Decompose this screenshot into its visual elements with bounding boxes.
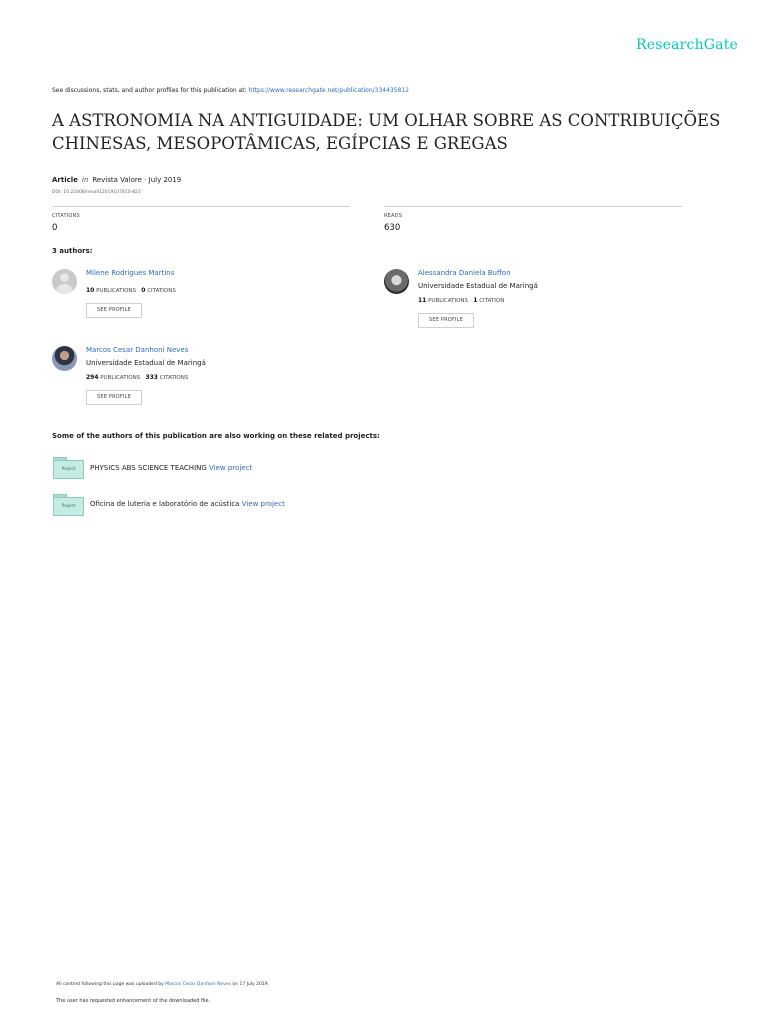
researchgate-logo[interactable]: ResearchGate — [636, 37, 739, 53]
citations-label: CITATIONS — [147, 288, 176, 294]
reads-value: 630 — [384, 223, 401, 233]
publications-label: PUBLICATIONS — [100, 375, 141, 381]
in-label: in — [81, 176, 89, 184]
reads-label: READS — [384, 213, 403, 219]
citations-count: 333 — [145, 374, 158, 381]
project-folder-icon[interactable] — [53, 457, 83, 477]
citations-count: 1 — [473, 297, 478, 304]
folder-label: Project — [61, 466, 76, 471]
author-name-link[interactable]: Alessandra Daniela Buffon — [418, 269, 511, 277]
project-folder-icon[interactable] — [53, 494, 83, 514]
publication-doi: DOI: 10.22408/reva412019107810-823 — [52, 190, 141, 195]
publication-venue: Revista Valore · July 2019 — [92, 176, 182, 184]
folder-label: Project — [61, 503, 76, 508]
publication-title: A ASTRONOMIA NA ANTIGUIDADE: UM OLHAR SOBRE AS CONTRIBUIÇÕES CHINESAS, MESOPOTÂMICAS, EGÍPCIAS E GREGAS — [52, 111, 721, 153]
author-institution: Universidade Estadual de Maringá — [418, 282, 538, 290]
view-project-link[interactable]: View project — [209, 464, 253, 472]
author-avatar[interactable] — [52, 346, 77, 371]
author-name-link[interactable]: Marcos Cesar Danhoni Neves — [86, 346, 189, 354]
citations-label: CITATION — [479, 298, 505, 304]
authors-heading: 3 authors: — [52, 247, 93, 255]
enhancement-note: The user has requested enhancement of the downloaded file. — [56, 998, 211, 1004]
related-projects-heading: Some of the authors of this publication are also working on these related projects: — [52, 432, 380, 440]
discussion-line — [52, 87, 409, 94]
publication-link[interactable]: https://www.researchgate.net/publication/334435812 — [248, 87, 409, 94]
see-profile-button[interactable]: SEE PROFILE — [86, 390, 142, 405]
citations-value: 0 — [52, 223, 58, 233]
view-project-link[interactable]: View project — [241, 500, 285, 508]
author-name-link[interactable]: Milene Rodrigues Martins — [86, 269, 175, 277]
author-avatar[interactable] — [52, 269, 77, 294]
publications-label: PUBLICATIONS — [428, 298, 469, 304]
author-stats — [418, 297, 504, 304]
upload-suffix: on 17 July 2019. — [231, 982, 270, 987]
upload-note — [56, 982, 269, 987]
author-institution: Universidade Estadual de Maringá — [86, 359, 206, 367]
see-profile-button[interactable]: SEE PROFILE — [86, 303, 142, 318]
upload-prefix: All content following this page was uploaded by — [56, 982, 166, 987]
publications-count: 11 — [418, 297, 427, 304]
discussion-text: See discussions, stats, and author profiles for this publication at: — [52, 87, 249, 94]
publication-meta — [52, 176, 181, 184]
author-avatar[interactable] — [384, 269, 409, 294]
publications-count: 294 — [86, 374, 99, 381]
project-item — [90, 500, 285, 508]
citations-label: CITATIONS — [159, 375, 189, 381]
publications-label: PUBLICATIONS — [96, 288, 137, 294]
project-name: Oficina de luteria e laboratório de acústica — [90, 500, 242, 508]
project-name: PHYSICS ABS SCIENCE TEACHING — [90, 464, 210, 472]
citations-label: CITATIONS — [52, 213, 80, 219]
divider-left — [52, 206, 350, 207]
author-stats — [86, 374, 188, 381]
publication-type: Article — [52, 176, 78, 184]
author-stats — [86, 287, 176, 294]
project-item — [90, 464, 252, 472]
publications-count: 10 — [86, 287, 95, 294]
uploader-link[interactable]: Marcos Cesar Danhoni Neves — [165, 982, 231, 987]
citations-count: 0 — [141, 287, 146, 294]
divider-right — [384, 206, 682, 207]
see-profile-button[interactable]: SEE PROFILE — [418, 313, 474, 328]
